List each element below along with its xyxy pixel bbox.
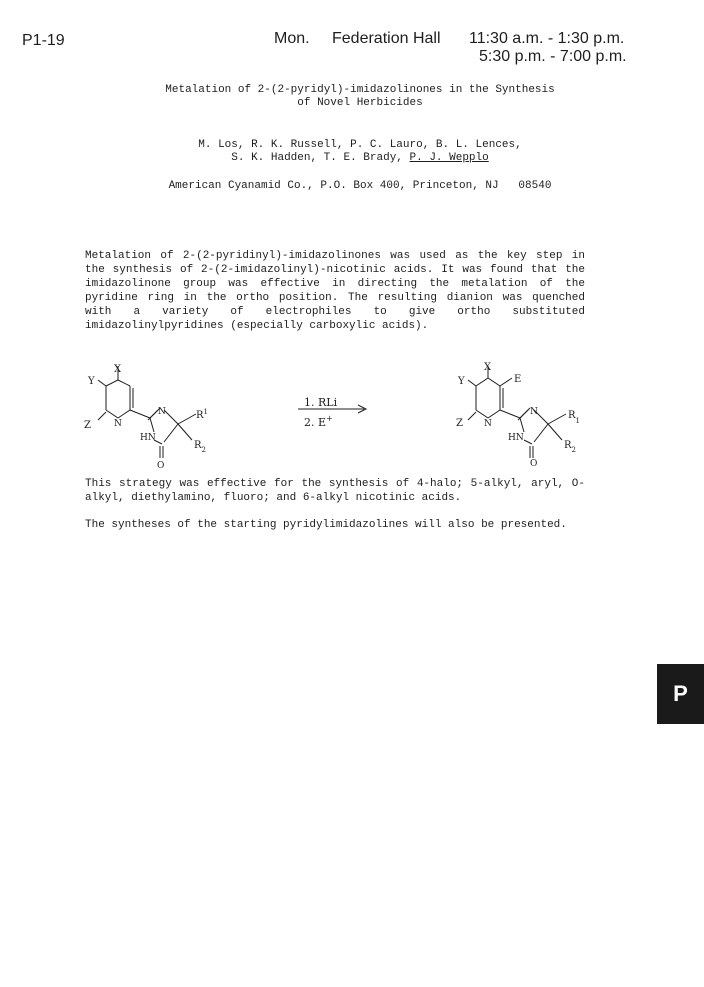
product-x-label: X [484, 362, 492, 373]
reagent-step-1: 1. RLi [304, 396, 338, 409]
session-day: Mon. [274, 30, 310, 47]
imidazolinone-bond [150, 418, 154, 432]
product-structure [456, 362, 580, 469]
product-hn-label: HN [508, 433, 524, 443]
ring-bond [106, 380, 118, 386]
z-substituent-bond [468, 412, 476, 420]
r1-bond [178, 414, 196, 424]
affiliation: American Cyanamid Co., P.O. Box 400, Princeton, NJ 08540 [168, 180, 552, 192]
abstract-paragraph-3: The syntheses of the starting pyridylimidazolines will also be presented. [85, 519, 567, 531]
reactant-r1-label: $R^1$ [196, 408, 208, 421]
reactant-r2-label: $R_2$ [194, 440, 206, 454]
reactant-imine-n-label: N [158, 407, 166, 417]
r1-bond [548, 414, 566, 424]
paper-title [40, 84, 680, 110]
reactant-pyridine-n-label: N [114, 419, 122, 429]
authors-line-2-prefix: S. K. Hadden, T. E. Brady, [231, 152, 403, 164]
product-r2-label: $R_2$ [564, 440, 576, 454]
product-imine-n-label: N [530, 407, 538, 417]
ring-link-bond [500, 410, 520, 418]
session-code: P1-19 [22, 32, 65, 49]
ring-bond [106, 410, 118, 418]
title-line-2: of Novel Herbicides [297, 97, 423, 109]
ring-bond [476, 410, 488, 418]
reactant-z-label: Z [84, 420, 91, 431]
imidazolinone-bond [520, 418, 524, 432]
session-location: Federation Hall [332, 30, 441, 47]
imidazolinone-bond [164, 410, 178, 424]
product-o-label: O [530, 459, 538, 469]
ring-bond [118, 410, 130, 418]
imidazolinone-bond [164, 424, 178, 442]
r2-bond [178, 424, 192, 440]
ring-bond [488, 410, 500, 418]
reagent-step-2: 2. E+ [304, 414, 333, 429]
y-substituent-bond [98, 380, 106, 386]
author-list [40, 139, 680, 165]
session-time-2: 5:30 p.m. - 7:00 p.m. [479, 48, 627, 65]
imidazolinone-double-bond [148, 410, 158, 420]
reactant-x-label: X [114, 364, 122, 375]
product-pyridine-n-label: N [484, 419, 492, 429]
e-substituent-bond [500, 378, 512, 386]
product-y-label: Y [458, 376, 465, 387]
session-time-1: 11:30 a.m. - 1:30 p.m. [469, 30, 625, 47]
abstract-paragraph-1: Metalation of 2-(2-pyridinyl)-imidazolinones was used as the key step in the synthesis of 2-(2-imidazolinyl)-nicotinic acids. It was found that the imidazolinone group was effective in directing the metalation of the pyridine ring in the ortho position. The resulting dianion was quenched with a variety of electrophiles to give ortho substituted imidazolinylpyridines (especially carboxylic acids). [85, 250, 585, 332]
abstract-paragraph-2: This strategy was effective for the synthesis of 4-halo; 5-alkyl, aryl, O-alkyl, diethylamino, fluoro; and 6-alkyl nicotinic acids. [85, 478, 585, 504]
imidazolinone-double-bond [518, 410, 528, 420]
authors-line-2 [40, 152, 680, 165]
r2-bond [548, 424, 562, 440]
title-line-1: Metalation of 2-(2-pyridyl)-imidazolinones in the Synthesis [165, 84, 555, 96]
reactant-structure [98, 366, 196, 458]
reactant-o-label: O [157, 461, 165, 471]
ring-bond [476, 378, 488, 386]
reaction-scheme [78, 360, 608, 472]
z-substituent-bond [98, 412, 106, 420]
product-r1-label: $R_1$ [568, 410, 580, 425]
imidazolinone-bond [534, 424, 548, 442]
section-tab: P [657, 664, 704, 724]
product-z-label: Z [456, 418, 463, 429]
imidazolinone-bond [524, 440, 532, 444]
product-e-label: E [514, 374, 522, 385]
session-info [274, 30, 627, 66]
presenting-author: P. J. Wepplo [409, 152, 489, 164]
reactant-hn-label: HN [140, 433, 156, 443]
ring-bond [488, 378, 500, 386]
y-substituent-bond [468, 380, 476, 386]
ring-bond [118, 380, 130, 386]
authors-line-1: M. Los, R. K. Russell, P. C. Lauro, B. L. Lences, [198, 139, 522, 151]
ring-link-bond [130, 410, 150, 418]
reactant-y-label: Y [88, 376, 95, 387]
